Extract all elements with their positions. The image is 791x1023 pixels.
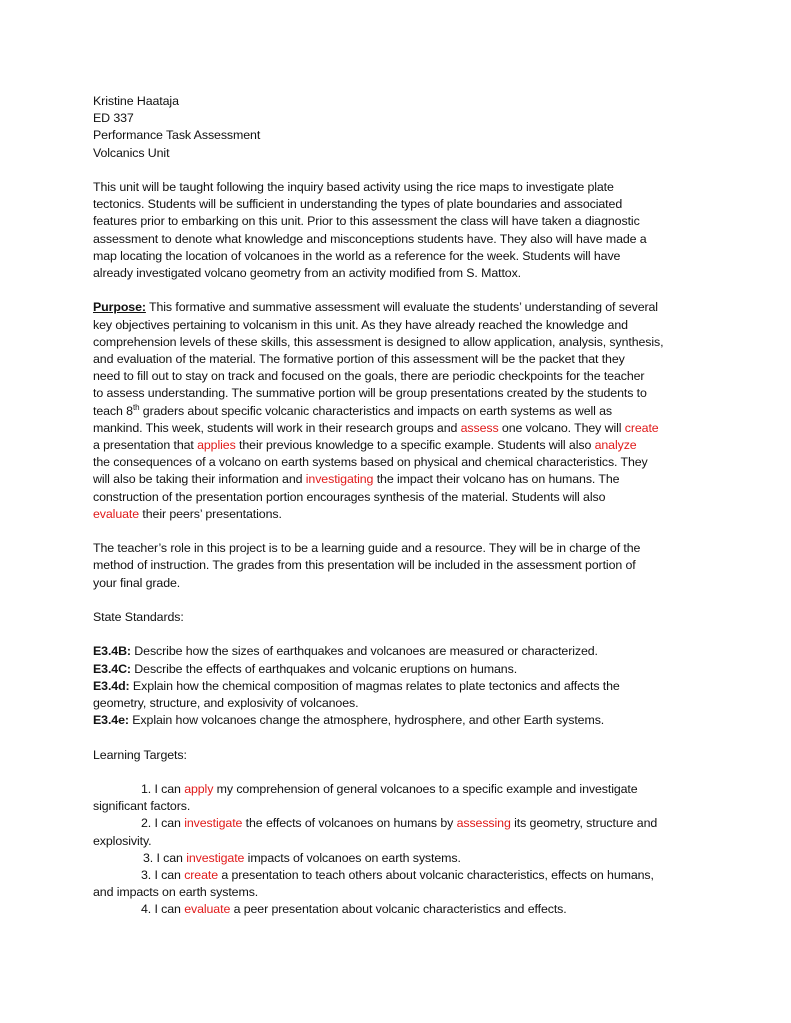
standard-text: geometry, structure, and explosivity of volcanoes.	[93, 696, 359, 711]
intro-paragraph	[93, 179, 699, 282]
standards-heading: State Standards:	[93, 610, 184, 625]
highlight-word: analyze	[594, 438, 637, 453]
target-text: impacts of volcanoes on earth systems.	[244, 850, 461, 865]
intro-line: already investigated volcano geometry from an activity modified from S. Mattox.	[93, 266, 522, 281]
target-text: 3. I can	[143, 850, 187, 865]
highlight-word: applies	[197, 438, 236, 453]
author-name: Kristine Haataja	[93, 94, 179, 108]
targets-list	[93, 781, 699, 919]
purpose-text: their previous knowledge to a specific example. Students will also	[235, 438, 595, 453]
standard-text: Describe the effects of earthquakes and volcanic eruptions on humans.	[130, 661, 518, 676]
standard-code: E3.4B:	[93, 644, 131, 659]
targets-heading: Learning Targets:	[93, 747, 187, 762]
highlight-word: assess	[460, 420, 499, 435]
document-title: Performance Task Assessment	[93, 128, 261, 143]
target-item	[93, 901, 699, 918]
purpose-line: key objectives pertaining to volcanism in this unit. As they have already reached the knowledge and	[93, 317, 628, 332]
target-text: my comprehension of general volcanoes to a specific example and investigate	[213, 782, 638, 797]
teacher-line: The teacher’s role in this project is to be a learning guide and a resource. They will be in charge of the	[93, 541, 641, 556]
purpose-text: graders about specific volcanic characteristics and impacts on earth systems as well as	[139, 403, 613, 418]
target-text: 4. I can	[141, 902, 185, 917]
target-text: a presentation to teach others about volcanic characteristics, effects on humans,	[218, 868, 654, 883]
target-text: the effects of volcanoes on humans by	[242, 816, 457, 831]
standard-code: E3.4d:	[93, 678, 130, 693]
purpose-text: a presentation that	[93, 438, 198, 453]
intro-line: assessment to denote what knowledge and misconceptions students have. They also will have made a	[93, 231, 647, 246]
highlight-word: investigate	[186, 850, 245, 865]
purpose-line: need to fill out to stay on track and focused on the goals, there are periodic checkpoints for the teacher	[93, 369, 645, 384]
target-item	[93, 781, 699, 798]
purpose-text: their peers’ presentations.	[139, 506, 282, 521]
target-item	[93, 815, 699, 832]
intro-line: This unit will be taught following the inquiry based activity using the rice maps to investigate plate	[93, 180, 614, 194]
teacher-line: method of instruction. The grades from this presentation will be included in the assessment portion of	[93, 558, 636, 573]
superscript: th	[132, 402, 140, 412]
highlight-word: assessing	[456, 816, 511, 831]
teacher-role-paragraph	[93, 540, 699, 592]
target-line: significant factors.	[93, 799, 191, 814]
purpose-text: will also be taking their information and	[93, 472, 306, 487]
purpose-text: This formative and summative assessment will evaluate the students’ understanding of several	[145, 300, 658, 315]
target-line: explosivity.	[93, 833, 152, 848]
purpose-label: Purpose:	[93, 300, 146, 315]
purpose-line: to assess understanding. The summative portion will be group presentations created by the students to	[93, 386, 647, 401]
course-code: ED 337	[93, 111, 134, 126]
standard-item	[93, 643, 699, 660]
purpose-text: mankind. This week, students will work in their research groups and	[93, 420, 461, 435]
purpose-line: construction of the presentation portion encourages synthesis of the material. Students will also	[93, 489, 606, 504]
highlight-word: evaluate	[93, 506, 140, 521]
intro-line: map locating the location of volcanoes in the world as a reference for the week. Students will have	[93, 248, 621, 263]
target-item	[93, 867, 699, 884]
target-item	[93, 850, 699, 867]
standard-code: E3.4C:	[93, 661, 131, 676]
purpose-paragraph	[93, 299, 699, 523]
target-text: its geometry, structure and	[510, 816, 658, 831]
document-page	[93, 93, 699, 919]
target-text: 2. I can	[141, 816, 185, 831]
standard-item	[93, 661, 699, 678]
purpose-text: one volcano. They will	[498, 420, 625, 435]
standard-text: Describe how the sizes of earthquakes and volcanoes are measured or characterized.	[130, 644, 598, 659]
target-text: 3. I can	[141, 868, 185, 883]
standard-item	[93, 695, 699, 712]
teacher-line: your final grade.	[93, 575, 181, 590]
intro-line: features prior to embarking on this unit. Prior to this assessment the class will have taken a diagnostic	[93, 214, 640, 229]
highlight-word: apply	[184, 782, 214, 797]
purpose-text: the impact their volcano has on humans. The	[373, 472, 620, 487]
standard-text: Explain how the chemical composition of magmas relates to plate tectonics and affects the	[129, 678, 620, 693]
standard-item	[93, 712, 699, 729]
target-line: and impacts on earth systems.	[93, 885, 259, 900]
intro-line: tectonics. Students will be sufficient in understanding the types of plate boundaries and associated	[93, 197, 623, 212]
highlight-word: investigating	[305, 472, 374, 487]
purpose-line: comprehension levels of these skills, this assessment is designed to allow application, analysis, synthesis,	[93, 334, 664, 349]
highlight-word: create	[184, 868, 219, 883]
target-text: 1. I can	[141, 782, 185, 797]
purpose-text: teach 8	[93, 403, 133, 418]
highlight-word: create	[624, 420, 659, 435]
purpose-line: and evaluation of the material. The formative portion of this assessment will be the packet that they	[93, 352, 625, 367]
standard-code: E3.4e:	[93, 713, 129, 728]
highlight-word: evaluate	[184, 902, 231, 917]
standards-list	[93, 643, 699, 729]
unit-name: Volcanics Unit	[93, 145, 170, 160]
standard-text: Explain how volcanoes change the atmosphere, hydrosphere, and other Earth systems.	[128, 713, 605, 728]
standard-item	[93, 678, 699, 695]
purpose-line: the consequences of a volcano on earth systems based on physical and chemical characteristics. They	[93, 455, 648, 470]
target-text: a peer presentation about volcanic characteristics and effects.	[230, 902, 567, 917]
header-block	[93, 93, 699, 162]
highlight-word: investigate	[184, 816, 243, 831]
